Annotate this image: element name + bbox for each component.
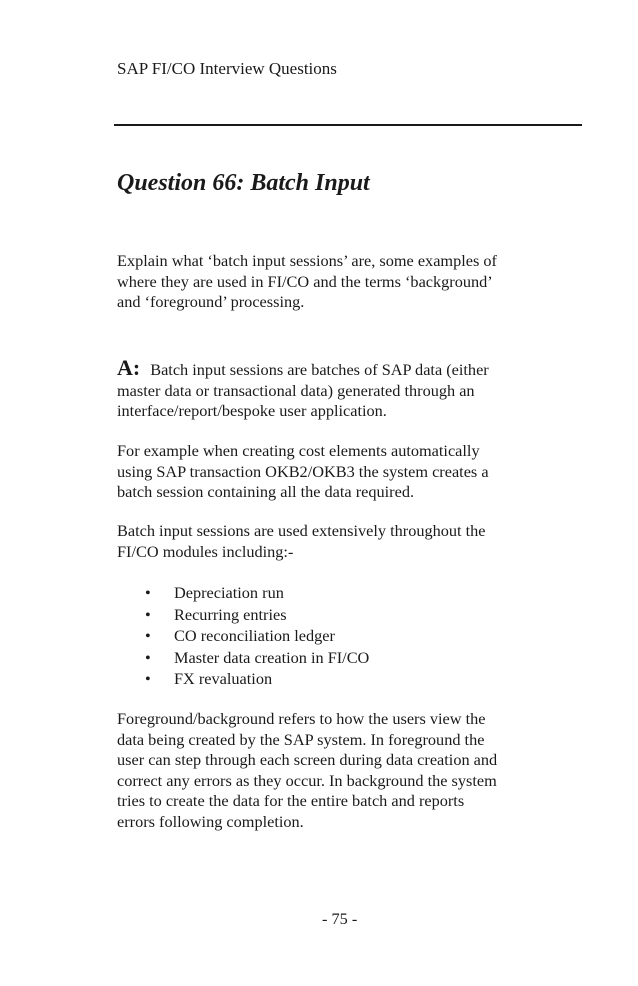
answer-text-line: master data or transactional data) generated through an [117, 380, 475, 400]
question-text-line: where they are used in FI/CO and the terms ‘background’ [117, 271, 493, 291]
bullet-icon: • [145, 647, 151, 667]
bullet-icon: • [145, 626, 151, 645]
answer-text-line: using SAP transaction OKB2/OKB3 the system creates a [117, 461, 489, 481]
answer-text-line: batch session containing all the data required. [117, 482, 415, 501]
answer-text-line: errors following completion. [117, 811, 304, 831]
answer-text-line: Batch input sessions are used extensively throughout the [117, 521, 486, 540]
bullet-icon: • [145, 583, 151, 602]
answer-paragraph-3 [117, 521, 587, 562]
answer-marker: A: [117, 355, 141, 380]
list-item-text: CO reconciliation ledger [174, 626, 335, 645]
list-item [145, 668, 369, 690]
list-item [145, 582, 369, 604]
answer-text-line: tries to create the data for the entire batch and reports [117, 791, 465, 810]
answer-paragraph-2 [117, 441, 587, 503]
question-title: Question 66: Batch Input [117, 170, 370, 196]
bullet-icon: • [145, 604, 151, 624]
answer-text-line: FI/CO modules including:- [117, 541, 294, 561]
bullet-icon: • [145, 669, 151, 688]
list-item [145, 625, 369, 647]
list-item [145, 604, 369, 626]
answer-text-line: For example when creating cost elements automatically [117, 441, 480, 460]
bullet-list [145, 582, 369, 690]
answer-text-line: interface/report/bespoke user application. [117, 401, 387, 420]
page-header: SAP FI/CO Interview Questions [117, 59, 337, 78]
header-rule [114, 124, 582, 126]
list-item-text: Depreciation run [174, 583, 284, 602]
answer-text-line: user can step through each screen during data creation and [117, 750, 498, 769]
answer-paragraph-4 [117, 709, 587, 832]
question-text-line: and ‘foreground’ processing. [117, 292, 305, 311]
answer-paragraph-1 [117, 355, 587, 422]
answer-text-line: correct any errors as they occur. In background the system [117, 770, 497, 790]
list-item-text: Master data creation in FI/CO [174, 647, 370, 667]
list-item-text: FX revaluation [174, 669, 273, 688]
answer-text-line: Batch input sessions are batches of SAP data (either [150, 360, 489, 379]
page-number: - 75 - [322, 909, 358, 928]
answer-first-line [117, 355, 587, 381]
answer-text-line: Foreground/background refers to how the users view the [117, 709, 486, 728]
question-text-line: Explain what ‘batch input sessions’ are, some examples of [117, 251, 497, 270]
list-item [145, 647, 369, 669]
question-text [117, 251, 587, 313]
list-item-text: Recurring entries [174, 604, 287, 624]
answer-text-line: data being created by the SAP system. In foreground the [117, 729, 485, 749]
